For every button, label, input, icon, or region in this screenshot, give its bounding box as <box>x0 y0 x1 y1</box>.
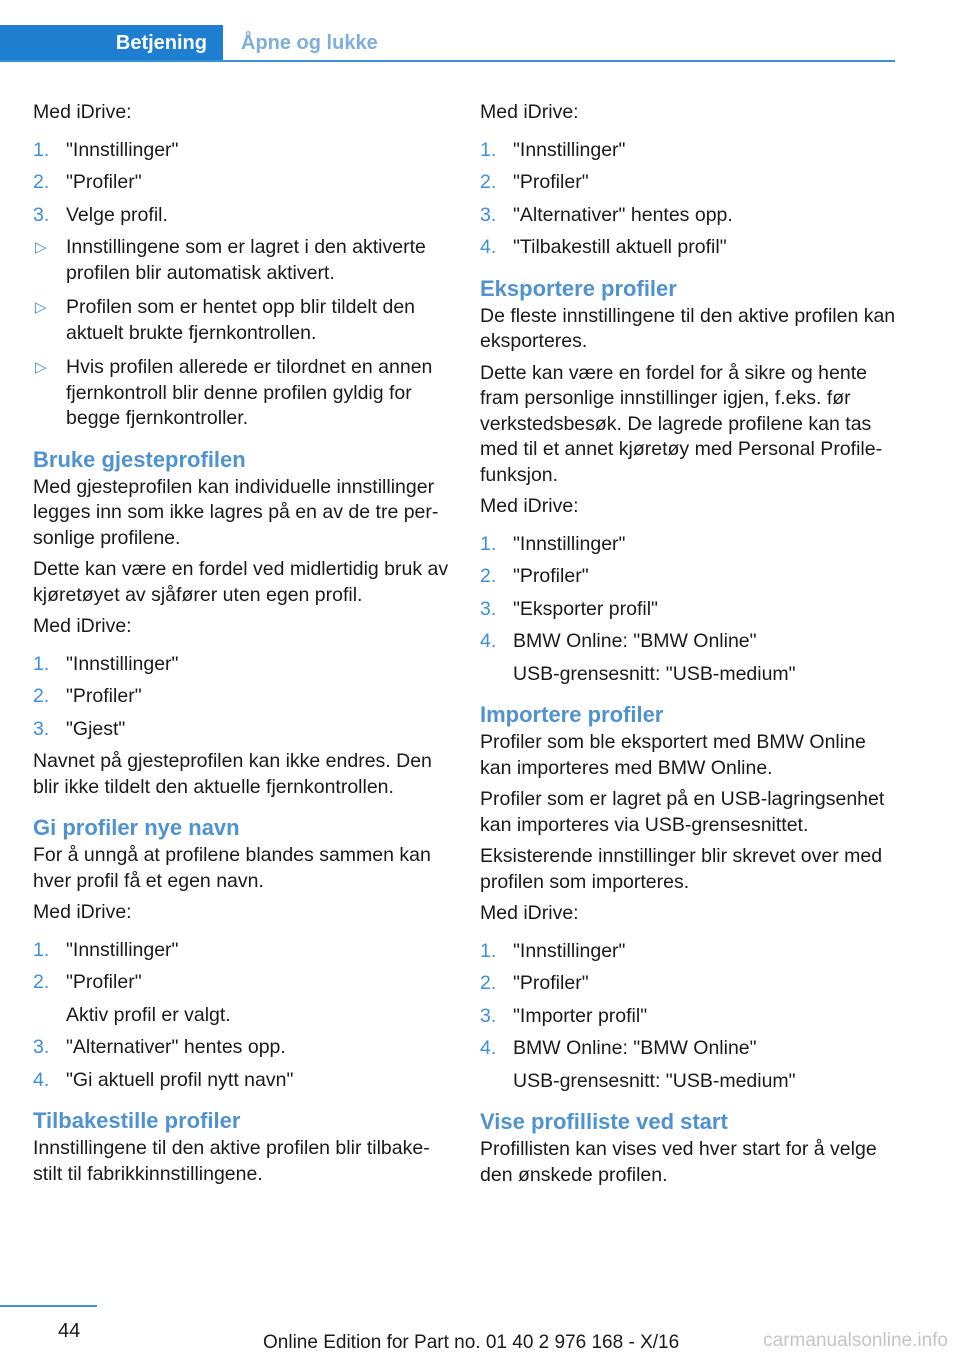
idrive-intro: Med iDrive: <box>480 495 579 517</box>
section-heading-export-profiles: Eksportere profiler <box>480 275 677 301</box>
step-number: 2. <box>33 685 50 707</box>
step-number: 2. <box>480 171 497 193</box>
paragraph: Profiler som er lagret på en USB-lagringsenhet kan importeres via USB-grensesnittet. <box>480 788 885 836</box>
step-item <box>33 170 451 196</box>
step-list <box>33 938 451 1094</box>
bullet-text: Innstillingene som er lagret i den aktiverte profilen blir automatisk aktivert. <box>66 236 426 284</box>
idrive-intro: Med iDrive: <box>480 902 579 924</box>
step-number: 1. <box>33 652 50 675</box>
step-text: "Profiler" <box>513 171 589 193</box>
step-text: "Profiler" <box>513 972 589 994</box>
step-number: 2. <box>33 171 50 193</box>
step-item <box>480 971 898 997</box>
right-column <box>480 100 898 1194</box>
step-text: BMW Online: "BMW Online" <box>513 630 757 652</box>
step-number: 3. <box>33 1036 50 1058</box>
step-list <box>480 138 898 261</box>
step-text: "Eksporter profil" <box>513 597 658 620</box>
step-subtext: USB-grensesnitt: "USB-medium" <box>513 1069 796 1092</box>
step-item <box>480 138 898 164</box>
step-item <box>33 1068 451 1094</box>
footer-rule <box>0 1305 97 1307</box>
step-number: 3. <box>33 717 50 740</box>
step-text: "Innstillinger" <box>513 138 626 161</box>
section-heading-import-profiles: Importere profiler <box>480 702 664 727</box>
paragraph: Med gjesteprofilen kan individuelle innstillinger legges inn som ikke lagres på en av de tre personlige profilene. <box>33 475 439 549</box>
idrive-intro: Med iDrive: <box>33 615 132 637</box>
paragraph: Dette kan være en fordel ved midlertidig bruk av kjøretøyet av sjåfører uten egen profil. <box>33 558 449 606</box>
step-item <box>480 170 898 196</box>
bullet-text: Profilen som er hentet opp blir tildelt den aktuelt brukte fjernkontrollen. <box>66 296 416 344</box>
section-heading-guest-profile: Bruke gjesteprofilen <box>33 446 246 472</box>
step-text: "Profiler" <box>66 971 142 993</box>
step-text: "Innstillinger" <box>66 652 179 675</box>
paragraph: Profiler som ble eksportert med BMW Online kan importeres med BMW Online. <box>480 731 866 779</box>
paragraph: Navnet på gjesteprofilen kan ikke endres. Den blir ikke tildelt den aktuelle fjernkontrollen. <box>33 750 432 798</box>
step-text: "Profiler" <box>66 685 142 707</box>
step-number: 1. <box>480 532 497 555</box>
step-text: "Profiler" <box>66 171 142 193</box>
chapter-header <box>0 25 895 62</box>
step-text: "Importer profil" <box>513 1004 648 1027</box>
step-subtext: Aktiv profil er valgt. <box>66 1003 231 1026</box>
step-number: 3. <box>480 1004 497 1027</box>
idrive-intro: Med iDrive: <box>33 901 132 923</box>
step-text: "Innstillinger" <box>513 939 626 962</box>
step-number: 4. <box>480 236 497 258</box>
triangle-bullet-icon: ▷ <box>35 239 47 256</box>
step-item <box>33 1035 451 1061</box>
edition-note: Online Edition for Part no. 01 40 2 976 168 - X/16 <box>263 1332 680 1353</box>
triangle-bullet-icon: ▷ <box>35 299 47 316</box>
step-item <box>480 939 898 965</box>
bullet-item <box>33 355 451 432</box>
paragraph: Innstillingene til den aktive profilen blir tilbakestilt til fabrikkinnstillingene. <box>33 1137 430 1185</box>
step-text: "Alternativer" hentes opp. <box>66 1036 286 1058</box>
step-item <box>480 564 898 590</box>
step-number: 1. <box>480 138 497 161</box>
header-rule <box>0 60 895 62</box>
step-text: "Innstillinger" <box>513 532 626 555</box>
idrive-intro: Med iDrive: <box>480 101 579 123</box>
step-text: "Alternativer" hentes opp. <box>513 203 733 226</box>
step-text: "Innstillinger" <box>66 138 179 161</box>
step-number: 1. <box>33 938 50 961</box>
chapter-tab-apne-og-lukke[interactable]: Åpne og lukke <box>241 32 378 54</box>
step-number: 1. <box>480 939 497 962</box>
step-number: 4. <box>480 630 497 652</box>
step-item <box>480 597 898 623</box>
step-number: 1. <box>33 138 50 161</box>
step-text: "Innstillinger" <box>66 938 179 961</box>
step-item <box>480 235 898 261</box>
step-number: 3. <box>480 597 497 620</box>
step-number: 2. <box>480 972 497 994</box>
step-text: Velge profil. <box>66 203 168 226</box>
step-text: "Profiler" <box>513 565 589 587</box>
step-item <box>33 938 451 964</box>
step-item <box>33 652 451 678</box>
left-column <box>33 100 451 1193</box>
step-item <box>33 717 451 743</box>
step-item <box>33 970 451 1028</box>
page-number: 44 <box>58 1320 81 1342</box>
bullet-text: Hvis profilen allerede er tilordnet en annen fjernkontroll blir denne profilen gyldig for begge fjernkontroller. <box>66 356 433 429</box>
step-list <box>33 138 451 229</box>
paragraph: Dette kan være en fordel for å sikre og hente fram personlige innstillinger igjen, f.eks. før verkstedsbesøk. De lagrede profilene kan tas med til et annet kjøretøy med Personal Profile-funksjon. <box>480 361 883 486</box>
section-heading-profile-list-at-start: Vise profilliste ved start <box>480 1109 728 1134</box>
paragraph: Eksisterende innstillinger blir skrevet over med profilen som importeres. <box>480 845 883 893</box>
step-text: BMW Online: "BMW Online" <box>513 1037 757 1059</box>
section-heading-reset-profiles: Tilbakestille profiler <box>33 1108 241 1133</box>
chapter-tab-betjening[interactable]: Betjening <box>0 25 223 62</box>
step-list <box>33 652 451 743</box>
idrive-intro: Med iDrive: <box>33 101 132 123</box>
step-text: "Gjest" <box>66 717 126 740</box>
step-item <box>480 1036 898 1094</box>
bullet-item <box>33 235 451 286</box>
step-item <box>480 1004 898 1030</box>
step-number: 4. <box>480 1037 497 1059</box>
bullet-item <box>33 295 451 346</box>
step-number: 4. <box>33 1068 50 1091</box>
step-list <box>480 939 898 1095</box>
step-item <box>33 684 451 710</box>
step-number: 3. <box>480 203 497 226</box>
paragraph: For å unngå at profilene blandes sammen kan hver profil få et egen navn. <box>33 844 431 892</box>
step-item <box>480 532 898 558</box>
step-subtext: USB-grensesnitt: "USB-medium" <box>513 662 796 685</box>
step-list <box>480 532 898 688</box>
step-number: 2. <box>480 565 497 587</box>
paragraph: Profillisten kan vises ved hver start for å velge den ønskede profilen. <box>480 1138 877 1186</box>
section-heading-rename-profiles: Gi profiler nye navn <box>33 815 240 840</box>
step-item <box>480 629 898 687</box>
step-item <box>480 203 898 229</box>
step-text: "Gi aktuell profil nytt navn" <box>66 1068 294 1091</box>
step-item <box>33 138 451 164</box>
step-number: 3. <box>33 203 50 226</box>
watermark: carmanualsonline.info <box>763 1330 948 1351</box>
triangle-bullet-icon: ▷ <box>35 359 47 376</box>
step-text: "Tilbakestill aktuell profil" <box>513 236 727 258</box>
paragraph: De fleste innstillingene til den aktive profilen kan eksporteres. <box>480 304 896 352</box>
step-item <box>33 203 451 229</box>
step-number: 2. <box>33 971 50 993</box>
